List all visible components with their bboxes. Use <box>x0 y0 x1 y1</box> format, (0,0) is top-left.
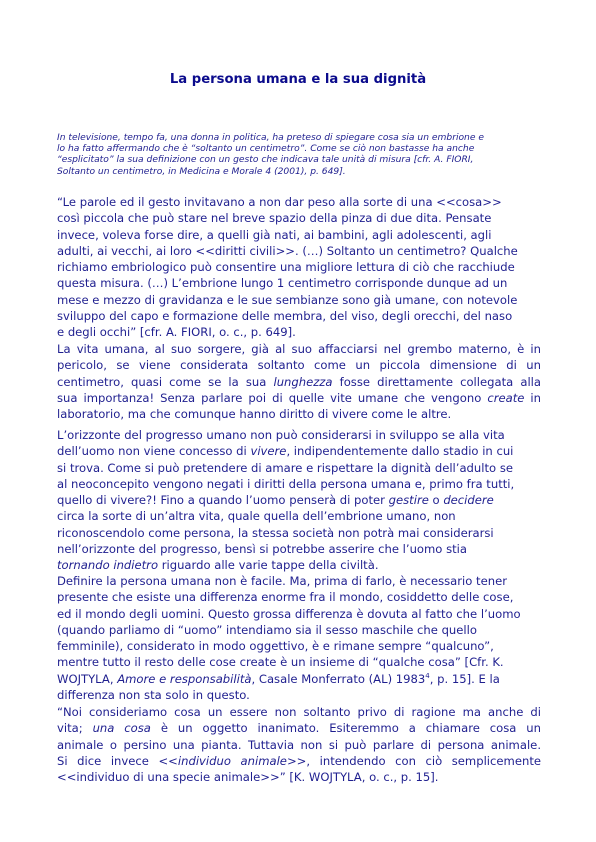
text-run: >>, intendendo con ciò semplicemente <box>286 753 541 768</box>
text-line: (quando parliamo di “uomo” intendiamo sia il sesso maschile che quello <box>57 622 477 637</box>
text-line <box>57 357 541 373</box>
text-run: pericolo, se viene considerata soltanto come un piccola dimensione di un <box>57 358 541 373</box>
intro-line: lo ha fatto affermando che è “soltanto un centimetro”. Come se ciò non bastasse ha anche <box>57 144 475 155</box>
text-run: quello di vivere?! Fino a quando l’uomo penserà di poter <box>57 493 385 508</box>
text-line <box>57 769 541 785</box>
emphasis-text: create <box>487 390 525 405</box>
text-line: mese e mezzo di gravidanza e le sue sembianze sono già umane, con notevole <box>57 292 518 307</box>
text-line <box>57 557 541 573</box>
emphasis-text: gestire <box>388 493 429 508</box>
text-line: questa misura. (…) L’embrione lungo 1 centimetro corrisponde dunque ad un <box>57 276 508 291</box>
text-run: , Casale Monferrato (AL) 1983 <box>251 671 426 686</box>
paragraph-vita-umana <box>57 341 541 422</box>
emphasis-text: decidere <box>443 493 494 508</box>
text-run: centimetro, quasi come se la sua <box>57 374 267 389</box>
quote-paragraph-wojtyla <box>57 704 541 785</box>
text-line <box>57 737 541 753</box>
text-line: nell’orizzonte del progresso, bensì si potrebbe asserire che l’uomo stia <box>57 542 467 557</box>
text-run: laboratorio, ma che comunque hanno diritto di vivere come le altre. <box>57 407 452 422</box>
text-line <box>57 720 541 736</box>
text-run: , p. 15]. E la <box>429 671 500 686</box>
text-line <box>57 753 541 769</box>
text-line: “Le parole ed il gesto invitavano a non dar peso alla sorte di una <<cosa>> <box>57 195 502 209</box>
text-line: femminile), considerato in modo oggettivo, è e rimane sempre “qualcuno”, <box>57 639 494 654</box>
intro-line: In televisione, tempo fa, una donna in politica, ha preteso di spiegare cosa sia un embrione e <box>57 133 484 143</box>
text-run: WOJTYLA, <box>57 671 114 686</box>
emphasis-text: Amore e responsabilità <box>117 671 252 686</box>
text-run: riguardo alle varie tappe della civiltà. <box>161 558 379 573</box>
text-run: , indipendentemente dallo stadio in cui <box>286 444 514 459</box>
paragraph-definire-persona <box>57 573 541 703</box>
text-run: vita; <box>57 721 83 736</box>
text-run: animale o persino una pianta. Tuttavia non si può parlare di persona animale. <box>57 737 541 752</box>
quote-paragraph-fiori <box>57 194 541 341</box>
emphasis-text: individuo animale <box>177 753 287 768</box>
text-line <box>57 671 541 687</box>
text-line: L’orizzonte del progresso umano non può considerarsi in sviluppo se alla vita <box>57 428 505 442</box>
text-run: in <box>530 390 541 405</box>
text-line: richiamo embriologico può consentire una migliore lettura di ciò che racchiude <box>57 260 515 275</box>
text-line: invece, voleva forse dire, a quelli già nati, ai bambini, agli adolescenti, agli <box>57 227 492 242</box>
text-line: al neoconcepito vengono negati i diritti della persona umana e, primo fra tutti, <box>57 476 515 491</box>
text-line <box>57 390 541 406</box>
superscript-edition: 4 <box>425 671 430 680</box>
text-run: <<individuo di una specie animale>>” [K. WOJTYLA, o. c., p. 15]. <box>57 770 439 785</box>
text-line: riconoscendolo come persona, la stessa società non potrà mai considerarsi <box>57 525 494 540</box>
paragraph-orizzonte <box>57 427 541 574</box>
text-line: così piccola che può stare nel breve spazio della pinza di due dita. Pensate <box>57 211 492 226</box>
text-line: circa la sorte di un’altra vita, quale quella dell’embrione umano, non <box>57 509 456 524</box>
text-run: La vita umana, al suo sorgere, già al suo affacciarsi nel grembo materno, è in <box>57 342 541 356</box>
intro-paragraph <box>57 133 542 178</box>
emphasis-text: vivere <box>250 444 287 459</box>
emphasis-text: una cosa <box>92 721 151 736</box>
text-line <box>57 704 541 720</box>
text-run: dell’uomo non viene concesso di <box>57 444 247 459</box>
text-line: sviluppo del capo e formazione delle membra, del viso, degli orecchi, del naso <box>57 309 513 324</box>
text-line: differenza non sta solo in questo. <box>57 688 250 703</box>
text-line: ed il mondo degli uomini. Questo grossa differenza è dovuta al fatto che l’uomo <box>57 606 521 621</box>
text-line: presente che esiste una differenza enorme fra il mondo, cosiddetto delle cose, <box>57 590 514 605</box>
emphasis-text: tornando indietro <box>57 558 159 573</box>
text-line <box>57 443 541 459</box>
text-run: è un oggetto inanimato. Esiteremmo a chiamare cosa un <box>160 721 541 736</box>
text-line <box>57 374 541 390</box>
document-title: La persona umana e la sua dignità <box>169 72 427 87</box>
text-run: fosse direttamente collegata alla <box>339 374 541 389</box>
text-run: o <box>432 493 440 508</box>
text-run: “Noi consideriamo cosa un essere non soltanto privo di ragione ma anche di <box>57 705 541 719</box>
text-line: Definire la persona umana non è facile. Ma, prima di farlo, è necessario tener <box>57 574 507 588</box>
text-line: adulti, ai vecchi, ai loro <<diritti civili>>. (…) Soltanto un centimetro? Qualche <box>57 243 518 258</box>
text-line <box>57 341 541 357</box>
text-line: mentre tutto il resto delle cose create è un insieme di “qualche cosa” [Cfr. K. <box>57 655 504 670</box>
intro-line: “esplicitato” la sua definizione con un gesto che indicava tale unità di misura [cfr. A. FIORI, <box>57 155 474 166</box>
text-line: e degli occhi” [cfr. A. FIORI, o. c., p. 649]. <box>57 325 296 340</box>
text-line <box>57 406 541 422</box>
text-line: si trova. Come si può pretendere di amare e rispettare la dignità dell’adulto se <box>57 460 513 475</box>
intro-line: Soltanto un centimetro, in Medicina e Morale 4 (2001), p. 649]. <box>57 166 346 177</box>
text-run: Si dice invece << <box>57 753 178 768</box>
text-run: sua importanza! Senza parlare poi di quelle vite umane che vengono <box>57 390 482 405</box>
text-line <box>57 492 541 508</box>
emphasis-text: lunghezza <box>273 374 333 389</box>
